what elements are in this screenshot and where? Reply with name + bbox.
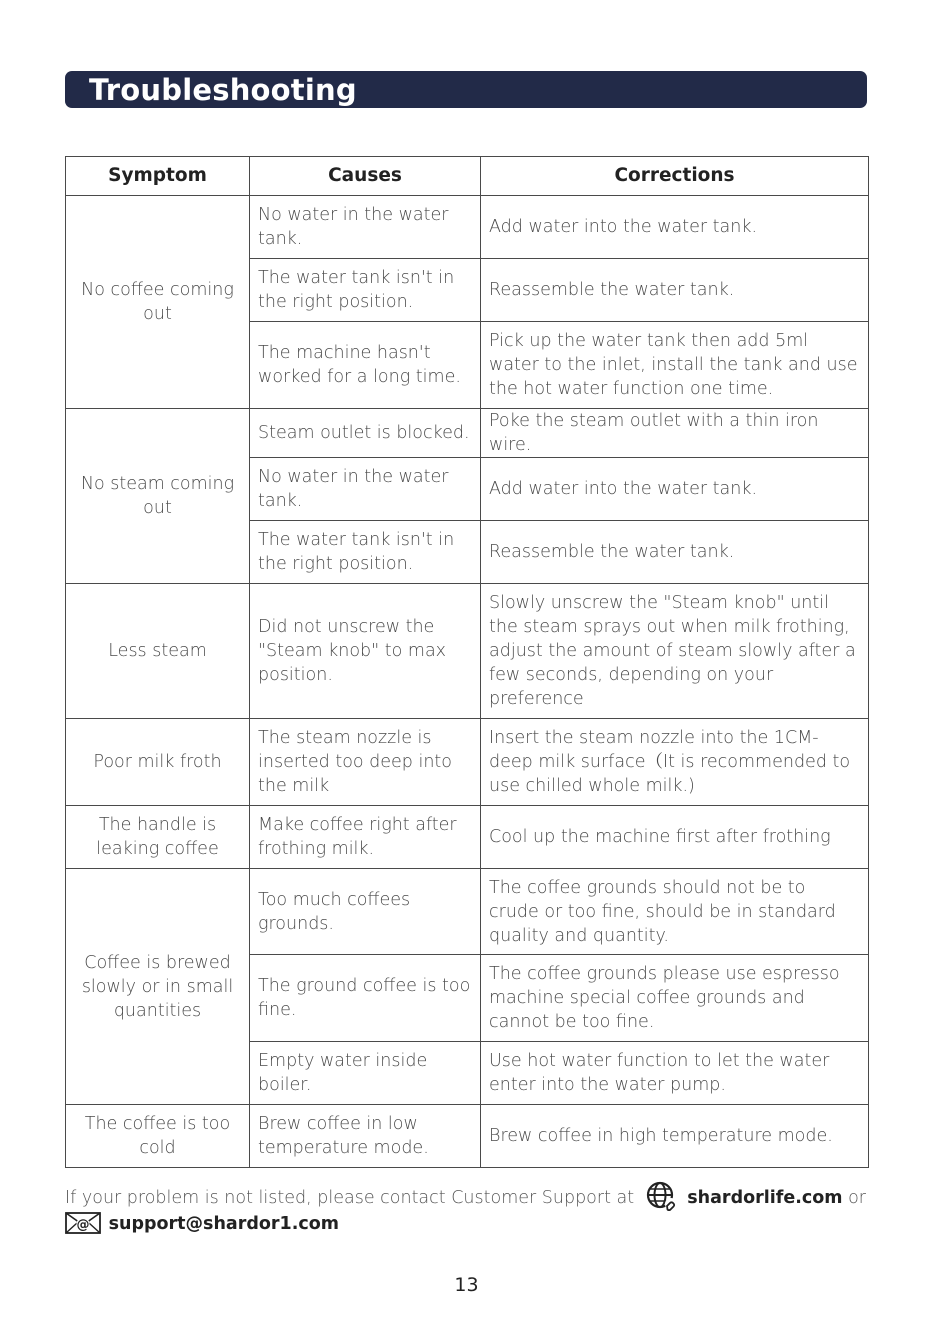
cause-cell: Did not unscrew the "Steam knob" to max position.	[250, 584, 481, 719]
cause-cell: No water in the water tank.	[250, 196, 481, 259]
symptom-cell: The handle is leaking coffee	[66, 806, 250, 869]
cause-cell: Brew coffee in low temperature mode.	[250, 1105, 481, 1168]
correction-cell: The coffee grounds please use espresso machine special coffee grounds and cannot be too fine.	[481, 955, 869, 1042]
support-footer	[65, 1181, 870, 1236]
correction-cell: Add water into the water tank.	[481, 458, 869, 521]
header-symptom: Symptom	[66, 157, 250, 196]
correction-cell: Slowly unscrew the "Steam knob" until the steam sprays out when milk frothing, adjust the amount of steam slowly after a few seconds, depending on your preference	[481, 584, 869, 719]
correction-cell: Reassemble the water tank.	[481, 521, 869, 584]
page-title: Troubleshooting	[89, 73, 357, 107]
table-header-row	[66, 157, 869, 196]
header-causes: Causes	[250, 157, 481, 196]
correction-cell: The coffee grounds should not be to crude or too fine, should be in standard quality and quantity.	[481, 869, 869, 955]
symptom-cell: Poor milk froth	[66, 719, 250, 806]
header-corrections: Corrections	[481, 157, 869, 196]
table-row	[66, 806, 869, 869]
symptom-cell: No coffee coming out	[66, 196, 250, 409]
symptom-cell: No steam coming out	[66, 409, 250, 584]
cause-cell: Empty water inside boiler.	[250, 1042, 481, 1105]
symptom-cell: The coffee is too cold	[66, 1105, 250, 1168]
correction-cell: Brew coffee in high temperature mode.	[481, 1105, 869, 1168]
mail-at-icon	[65, 1211, 101, 1235]
table-row	[66, 196, 869, 259]
cause-cell: The water tank isn't in the right position.	[250, 259, 481, 322]
page-number: 13	[454, 1274, 479, 1296]
correction-cell: Poke the steam outlet with a thin iron wire.	[481, 409, 869, 458]
table-row	[66, 1105, 869, 1168]
table-row	[66, 584, 869, 719]
cause-cell: The machine hasn't worked for a long time.	[250, 322, 481, 409]
cause-cell: Steam outlet is blocked.	[250, 409, 481, 458]
table-row	[66, 869, 869, 955]
cause-cell: The steam nozzle is inserted too deep into the milk	[250, 719, 481, 806]
cause-cell: Make coffee right after frothing milk.	[250, 806, 481, 869]
table-row	[66, 719, 869, 806]
correction-cell: Reassemble the water tank.	[481, 259, 869, 322]
cause-cell: The water tank isn't in the right position.	[250, 521, 481, 584]
symptom-cell: Coffee is brewed slowly or in small quantities	[66, 869, 250, 1105]
correction-cell: Insert the steam nozzle into the 1CM-deep milk surface（It is recommended to use chilled whole milk.)	[481, 719, 869, 806]
or-text: or	[848, 1188, 866, 1208]
cause-cell: Too much coffees grounds.	[250, 869, 481, 955]
svg-text:@: @	[76, 1217, 90, 1233]
correction-cell: Use hot water function to let the water enter into the water pump.	[481, 1042, 869, 1105]
symptom-cell: Less steam	[66, 584, 250, 719]
correction-cell: Cool up the machine first after frothing	[481, 806, 869, 869]
website-link[interactable]: shardorlife.com	[687, 1188, 843, 1208]
table-row	[66, 409, 869, 458]
globe-link-icon	[646, 1181, 680, 1211]
correction-cell: Pick up the water tank then add 5ml water to the inlet, install the tank and use the hot water function one time.	[481, 322, 869, 409]
cause-cell: No water in the water tank.	[250, 458, 481, 521]
correction-cell: Add water into the water tank.	[481, 196, 869, 259]
support-text: If your problem is not listed, please contact Customer Support at	[65, 1188, 635, 1208]
section-title-bar	[65, 71, 867, 108]
support-email-link[interactable]: support@shardor1.com	[108, 1214, 339, 1234]
troubleshooting-table	[65, 156, 869, 1168]
cause-cell: The ground coffee is too fine.	[250, 955, 481, 1042]
